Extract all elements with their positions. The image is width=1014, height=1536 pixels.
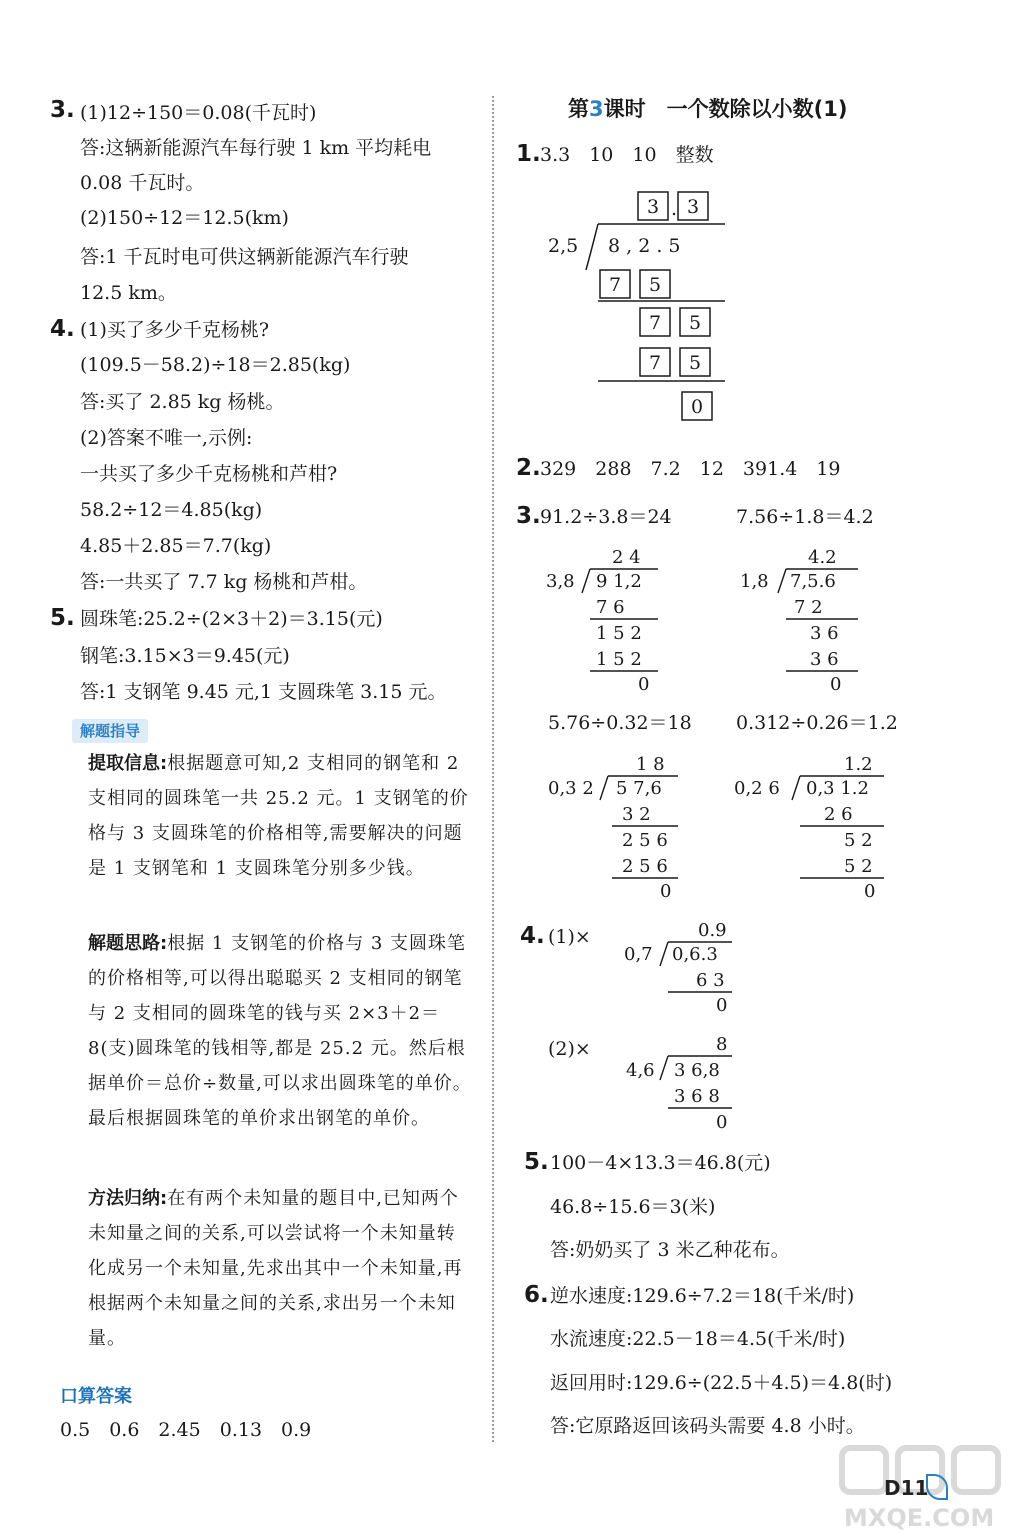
svg-text:9 1,2: 9 1,2 <box>596 571 642 592</box>
svg-text:1 5 2: 1 5 2 <box>596 623 642 644</box>
answer-line: 一共买了多少千克杨桃和芦柑? <box>80 463 338 485</box>
answer-line: 答:它原路返回该码头需要 4.8 小时。 <box>550 1415 865 1437</box>
long-division-boxes <box>530 180 750 430</box>
question-number: 5. <box>50 605 75 631</box>
svg-text:0: 0 <box>716 1112 728 1133</box>
answer-line: 答:1 千瓦时电可供这辆新能源汽车行驶 <box>80 246 409 268</box>
guide-text: 根据 1 支钢笔的价格与 3 支圆珠笔的价格相等,可以得出聪聪买 2 支相同的钢笔与 2 支相同的圆珠笔的钱与买 2×3＋2＝8(支)圆珠笔的钱相等,都是 25.2 元。然后根据单价＝总价÷数量,可以求出圆珠笔的单价。最后根据圆珠笔的单价求出钢笔的单价。 <box>88 933 472 1129</box>
svg-text:1,8: 1,8 <box>740 571 769 592</box>
answer-line: 答:奶奶买了 3 米乙种花布。 <box>550 1239 790 1261</box>
equation: 7.56÷1.8＝4.2 <box>736 506 874 528</box>
answer-line: 逆水速度:129.6÷7.2＝18(千米/时) <box>550 1285 855 1307</box>
long-division <box>734 543 874 693</box>
equation: 0.312÷0.26＝1.2 <box>736 712 898 734</box>
answer-line: (2)150÷12＝12.5(km) <box>80 207 289 229</box>
guide-keyword: 方法归纳: <box>88 1188 168 1209</box>
svg-text:7 2: 7 2 <box>794 597 823 618</box>
answer-line: (2)答案不唯一,示例: <box>80 427 253 449</box>
answer-line: 3.3 10 10 整数 <box>540 144 714 166</box>
quotient-digit: 3 <box>647 196 660 218</box>
answer-line: (1)12÷150＝0.08(千瓦时) <box>80 102 317 124</box>
question-number: 4. <box>50 316 75 342</box>
question-number: 4. <box>520 923 545 949</box>
guide-paragraph-approach <box>88 926 473 1136</box>
svg-text:2 6: 2 6 <box>824 804 853 825</box>
svg-text:0: 0 <box>660 881 672 900</box>
svg-text:0: 0 <box>691 396 704 418</box>
answer-line: 答:1 支钢笔 9.45 元,1 支圆珠笔 3.15 元。 <box>80 681 447 703</box>
answer-line: 钢笔:3.15×3＝9.45(元) <box>80 645 290 667</box>
svg-text:0,7: 0,7 <box>624 944 653 965</box>
question-number: 3. <box>516 503 541 529</box>
long-division <box>540 543 670 693</box>
svg-text:2 5 6: 2 5 6 <box>622 830 668 851</box>
svg-text:0: 0 <box>830 674 842 693</box>
question-number: 1. <box>516 141 541 167</box>
svg-text:0,2 6: 0,2 6 <box>734 778 780 799</box>
lesson-number: 3 <box>589 97 604 121</box>
guide-tag: 解题指导 <box>72 719 148 743</box>
answer-line: 答:这辆新能源汽车每行驶 1 km 平均耗电 <box>80 137 432 159</box>
long-division <box>548 750 688 900</box>
svg-text:1.2: 1.2 <box>844 754 873 775</box>
guide-text: 根据题意可知,2 支相同的钢笔和 2 支相同的圆珠笔一共 25.2 元。1 支钢笔的价格与 3 支圆珠笔的价格相等,需要解决的问题是 1 支钢笔和 1 支圆珠笔分别多少钱。 <box>88 753 469 879</box>
long-division <box>734 750 894 900</box>
svg-text:3,8: 3,8 <box>546 571 575 592</box>
svg-text:4,6: 4,6 <box>626 1060 655 1081</box>
svg-text:5: 5 <box>689 312 702 334</box>
answer-line: 100－4×13.3＝46.8(元) <box>550 1152 771 1174</box>
svg-text:0,6.3: 0,6.3 <box>672 944 718 965</box>
guide-paragraph-info <box>88 746 473 886</box>
dividend: 8 , 2 . 5 <box>608 235 681 257</box>
column-divider <box>492 96 494 1442</box>
guide-text: 在有两个未知量的题目中,已知两个未知量之间的关系,可以尝试将一个未知量转化成另一个未知量,先求出其中一个未知量,再根据两个未知量之间的关系,求出另一个未知量。 <box>88 1188 463 1349</box>
question-number: 3. <box>50 97 75 123</box>
svg-text:5 2: 5 2 <box>844 856 873 877</box>
svg-text:0.9: 0.9 <box>698 920 727 941</box>
equation: 91.2÷3.8＝24 <box>540 506 672 528</box>
long-division <box>624 1030 744 1134</box>
svg-text:7: 7 <box>609 274 622 296</box>
svg-text:5 7,6: 5 7,6 <box>616 778 662 799</box>
answer-line: 12.5 km。 <box>80 282 177 304</box>
svg-text:5 2: 5 2 <box>844 830 873 851</box>
question-number: 6. <box>524 1282 549 1308</box>
svg-text:6 3: 6 3 <box>696 970 725 991</box>
svg-text:0,3 2: 0,3 2 <box>548 778 594 799</box>
lesson-title-text: 课时 一个数除以小数(1) <box>603 97 848 121</box>
svg-text:7: 7 <box>649 352 662 374</box>
answer-line: 58.2÷12＝4.85(kg) <box>80 499 263 521</box>
svg-text:MXQE.COM: MXQE.COM <box>844 1504 995 1532</box>
equation: 5.76÷0.32＝18 <box>548 712 692 734</box>
long-division <box>624 916 744 1016</box>
svg-text:7,5.6: 7,5.6 <box>790 571 836 592</box>
answer-line: 返回用时:129.6÷(22.5＋4.5)＝4.8(时) <box>550 1372 893 1394</box>
page-number: D11 <box>884 1476 929 1500</box>
svg-text:3 6: 3 6 <box>810 649 839 670</box>
svg-text:5: 5 <box>649 274 662 296</box>
svg-text:3 2: 3 2 <box>622 804 651 825</box>
guide-keyword: 解题思路: <box>88 933 168 954</box>
answer-line: 0.08 千瓦时。 <box>80 172 205 194</box>
answer-line: (1)× <box>548 926 591 948</box>
answer-line: (109.5－58.2)÷18＝2.85(kg) <box>80 354 351 376</box>
svg-text:0: 0 <box>638 674 650 693</box>
answer-line: 4.85＋2.85＝7.7(kg) <box>80 535 272 557</box>
svg-text:3 6 8: 3 6 8 <box>674 1086 720 1107</box>
svg-text:2 5 6: 2 5 6 <box>622 856 668 877</box>
svg-text:.: . <box>671 198 678 220</box>
answer-line: 329 288 7.2 12 391.4 19 <box>540 458 841 480</box>
svg-text:7: 7 <box>649 312 662 334</box>
question-number: 2. <box>516 455 541 481</box>
answer-line: 46.8÷15.6＝3(米) <box>550 1196 716 1218</box>
svg-text:7 6: 7 6 <box>596 597 625 618</box>
svg-text:2 4: 2 4 <box>612 547 641 568</box>
svg-text:1 8: 1 8 <box>636 754 665 775</box>
question-number: 5. <box>524 1149 549 1175</box>
answer-line: (1)买了多少千克杨桃? <box>80 319 270 341</box>
guide-keyword: 提取信息: <box>88 753 168 774</box>
guide-paragraph-method <box>88 1181 473 1356</box>
lesson-title-prefix: 第 <box>568 97 589 121</box>
answer-line: (2)× <box>548 1038 591 1060</box>
answer-line: 水流速度:22.5－18＝4.5(千米/时) <box>550 1328 846 1350</box>
oral-answers: 0.5 0.6 2.45 0.13 0.9 <box>60 1419 312 1441</box>
svg-text:0,3 1.2: 0,3 1.2 <box>806 778 869 799</box>
svg-text:1 5 2: 1 5 2 <box>596 649 642 670</box>
svg-text:5: 5 <box>689 352 702 374</box>
answer-line: 答:买了 2.85 kg 杨桃。 <box>80 391 285 413</box>
svg-text:0: 0 <box>716 995 728 1016</box>
oral-answers-title: 口算答案 <box>60 1386 132 1407</box>
svg-text:3 6,8: 3 6,8 <box>674 1060 720 1081</box>
divisor: 2,5 <box>548 235 579 257</box>
quotient-digit: 3 <box>687 196 700 218</box>
svg-text:0: 0 <box>864 881 876 900</box>
answer-line: 答:一共买了 7.7 kg 杨桃和芦柑。 <box>80 571 368 593</box>
lesson-title <box>568 93 847 123</box>
svg-text:3 6: 3 6 <box>810 623 839 644</box>
svg-text:4.2: 4.2 <box>808 547 837 568</box>
answer-line: 圆珠笔:25.2÷(2×3＋2)＝3.15(元) <box>80 608 383 630</box>
svg-text:8: 8 <box>716 1034 728 1055</box>
